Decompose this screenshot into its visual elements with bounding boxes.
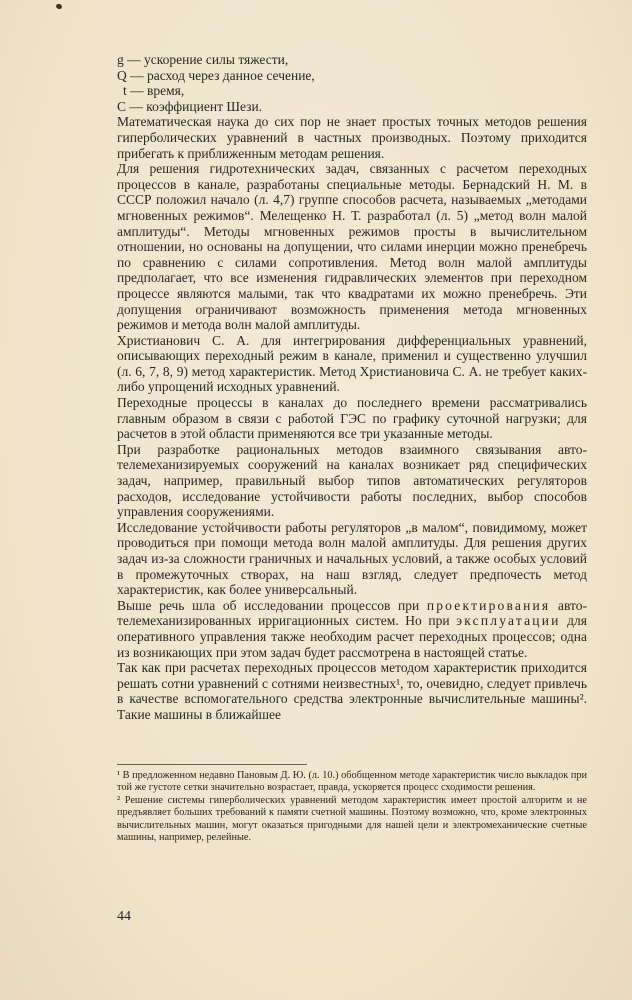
ink-smudge [55, 3, 62, 10]
page-number: 44 [117, 909, 131, 924]
footnote-1: ¹ В предложенном недавно Пановым Д. Ю. (л. 10.) обобщенном методе характеристик число выкладок при той же густоте сетки значительно возрастает, правда, ускоряется процесс сходимости решения. [117, 770, 587, 794]
footnotes [117, 770, 587, 844]
definition-g: g — ускорение силы тяжести, [117, 52, 289, 67]
paragraph: Для решения гидротехнических задач, связанных с расчетом переходных процессов в канале, разработаны специальные методы. Бернадский Н. М. в СССР положил начало (л. 4,7) группе способов расчета, называемых „методами мгновенных режимов“. Мелещенко Н. Т. разработал (л. 5) „метод волн малой амплитуды“. Методы мгновенных режимов просты в вычислительном отношении, но основаны на допущении, что силами инерции можно пренебречь по сравнению с силами сопротивления. Метод волн малой амплитуды предполагает, что все изменения гидравлических элементов при переходном процессе являются малыми, так что квадратами их можно пренебречь. Эти допущения ограничивают возможность применения метода мгновенных режимов и метода волн малой амплитуды. [117, 161, 587, 333]
paragraph-part: для оперативного управления также необходим расчет переходных процессов; одна из возникающих при этом задач будет рассмотрена в настоящей статье. [117, 613, 587, 660]
main-text [117, 52, 587, 723]
definition-q: Q — расход через данное сечение, [117, 67, 315, 83]
variable-definitions [117, 52, 587, 114]
paragraph-design-operation [117, 598, 587, 660]
paragraph: Переходные процессы в каналах до последнего времени рассматривались главным образом в связи с работой ГЭС по графику суточной нагрузки; для расчетов в этой области применяются все три указанные методы. [117, 395, 587, 442]
paragraph: Так как при расчетах переходных процессов методом характеристик приходится решать сотни уравнений с сотнями неизвестных¹, то, очевидно, следует привлечь в качестве вспомогательного средства электронные вычислительные машины². Такие машины в ближайшее [117, 660, 587, 722]
spaced-word-design: проектирования [426, 597, 551, 613]
paragraph: Христианович С. А. для интегрирования дифференциальных уравнений, описывающих переходный режим в канале, применил и существенно улучшил (л. 6, 7, 8, 9) метод характеристик. Метод Христиановича С. А. не требует каких-либо упрощений исходных уравнений. [117, 332, 587, 395]
paragraph-part: Выше речь шла об исследовании процессов при [117, 597, 427, 613]
paragraph: При разработке рациональных методов взаимного связывания авто-телемеханизируемых сооружений на каналах возникает ряд специфических задач, например, правильный выбор типов автоматических регуляторов расходов, исследование устойчивости работы последних, выбор способов управления сооружениями. [117, 441, 587, 520]
definition-t: t — время, [123, 83, 185, 99]
spaced-word-operation: эксплуатации [456, 613, 561, 629]
definition-c: C — коэффициент Шези. [117, 98, 263, 114]
footnote-2: ² Решение системы гиперболических уравнений методом характеристик имеет простой алгоритм и не предъявляет больших требований к памяти счетной машины. Поэтому возможно, что, кроме электронных вычислительных машин, могут оказаться пригодными для нашей цели и электромеханические счетные машины, например, релейные. [117, 794, 587, 844]
paragraph: Исследование устойчивости работы регуляторов „в малом“, повидимому, может проводиться при помощи метода волн малой амплитуды. Для решения других задач из-за сложности граничных и начальных условий, а также особых условий в промежуточных створах, на наш взгляд, следует предпочесть метод характеристик, как более универсальный. [117, 519, 587, 598]
paragraph: Математическая наука до сих пор не знает простых точных методов решения гиперболических уравнений в частных производных. Поэтому приходится прибегать к приближенным методам решения. [117, 114, 587, 161]
footnote-divider [117, 764, 307, 765]
paragraph-part: авто-телемеханизированных ирригационных систем. Но при [117, 597, 587, 629]
